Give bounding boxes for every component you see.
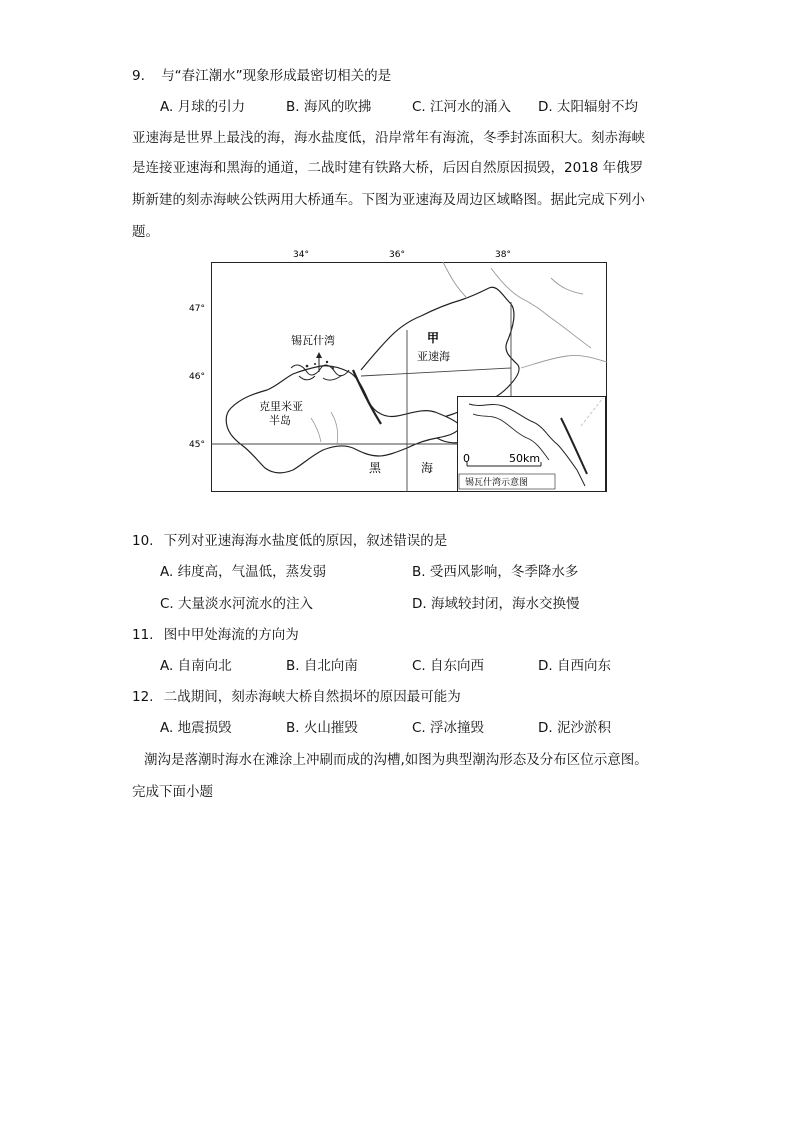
label-sivash: 锡瓦什湾 (291, 334, 335, 347)
passage-line: 亚速海是世界上最浅的海，海水盐度低，沿岸常年有海流，冬季封冻面积大。刻赤海峡 (132, 130, 645, 146)
passage-line: 完成下面小题 (132, 784, 213, 800)
lat-label-47: 47° (189, 304, 205, 314)
option-a[interactable]: A. 纬度高，气温低，蒸发弱 (160, 564, 327, 580)
question-11 (132, 625, 299, 645)
question-stem: 图中甲处海流的方向为 (163, 627, 299, 643)
lat-label-45: 45° (189, 440, 205, 450)
label-crimea-1: 克里米亚 (259, 400, 303, 413)
question-12 (132, 687, 461, 707)
question-stem: 下列对亚速海海水盐度低的原因，叙述错误的是 (163, 533, 448, 549)
passage-line: 斯新建的刻赤海峡公铁两用大桥通车。下图为亚速海及周边区域略图。据此完成下列小 (132, 192, 645, 208)
scale-km: 50km (509, 452, 541, 465)
passage-line: 潮沟是落潮时海水在滩涂上冲刷而成的沟槽,如图为典型潮沟形态及分布区位示意图。 (144, 752, 648, 768)
azov-sea-map (189, 248, 607, 494)
question-9 (132, 66, 391, 86)
question-stem: 与“春江潮水”现象形成最密切相关的是 (161, 68, 392, 84)
question-stem: 二战期间，刻赤海峡大桥自然损坏的原因最可能为 (163, 689, 461, 705)
label-jia: 甲 (427, 331, 440, 345)
option-d[interactable]: D. 太阳辐射不均 (538, 99, 638, 115)
label-crimea-2: 半岛 (269, 414, 291, 427)
question-number: 10. (132, 533, 154, 549)
question-10 (132, 531, 447, 551)
question-number: 12. (132, 689, 154, 705)
option-c[interactable]: C. 大量淡水河流水的注入 (160, 596, 314, 612)
label-black-2: 海 (421, 461, 434, 475)
option-a[interactable]: A. 自南向北 (160, 658, 232, 674)
option-d[interactable]: D. 自西向东 (538, 658, 611, 674)
passage-line: 题。 (132, 224, 159, 240)
option-b[interactable]: B. 火山摧毁 (286, 720, 358, 736)
question-number: 11. (132, 627, 154, 643)
lon-label-38: 38° (495, 250, 511, 260)
lat-label-46: 46° (189, 372, 205, 382)
lon-label-36: 36° (389, 250, 405, 260)
option-d[interactable]: D. 泥沙淤积 (538, 720, 611, 736)
option-c[interactable]: C. 浮冰撞毁 (412, 720, 485, 736)
question-number: 9. (132, 68, 145, 84)
option-b[interactable]: B. 自北向南 (286, 658, 358, 674)
option-d[interactable]: D. 海域较封闭，海水交换慢 (412, 596, 580, 612)
inset-caption: 锡瓦什湾示意图 (465, 478, 529, 488)
scale-zero: 0 (463, 452, 470, 465)
label-azov: 亚速海 (417, 350, 450, 363)
option-a[interactable]: A. 地震损毁 (160, 720, 232, 736)
option-c[interactable]: C. 江河水的涌入 (412, 99, 512, 115)
passage-line: 是连接亚速海和黑海的通道，二战时建有铁路大桥，后因自然原因损毁，2018 年俄罗 (132, 160, 644, 176)
option-b[interactable]: B. 海风的吹拂 (286, 99, 372, 115)
label-black-1: 黑 (369, 461, 382, 475)
lon-label-34: 34° (293, 250, 309, 260)
option-a[interactable]: A. 月球的引力 (160, 99, 246, 115)
option-c[interactable]: C. 自东向西 (412, 658, 485, 674)
option-b[interactable]: B. 受西风影响，冬季降水多 (412, 564, 579, 580)
